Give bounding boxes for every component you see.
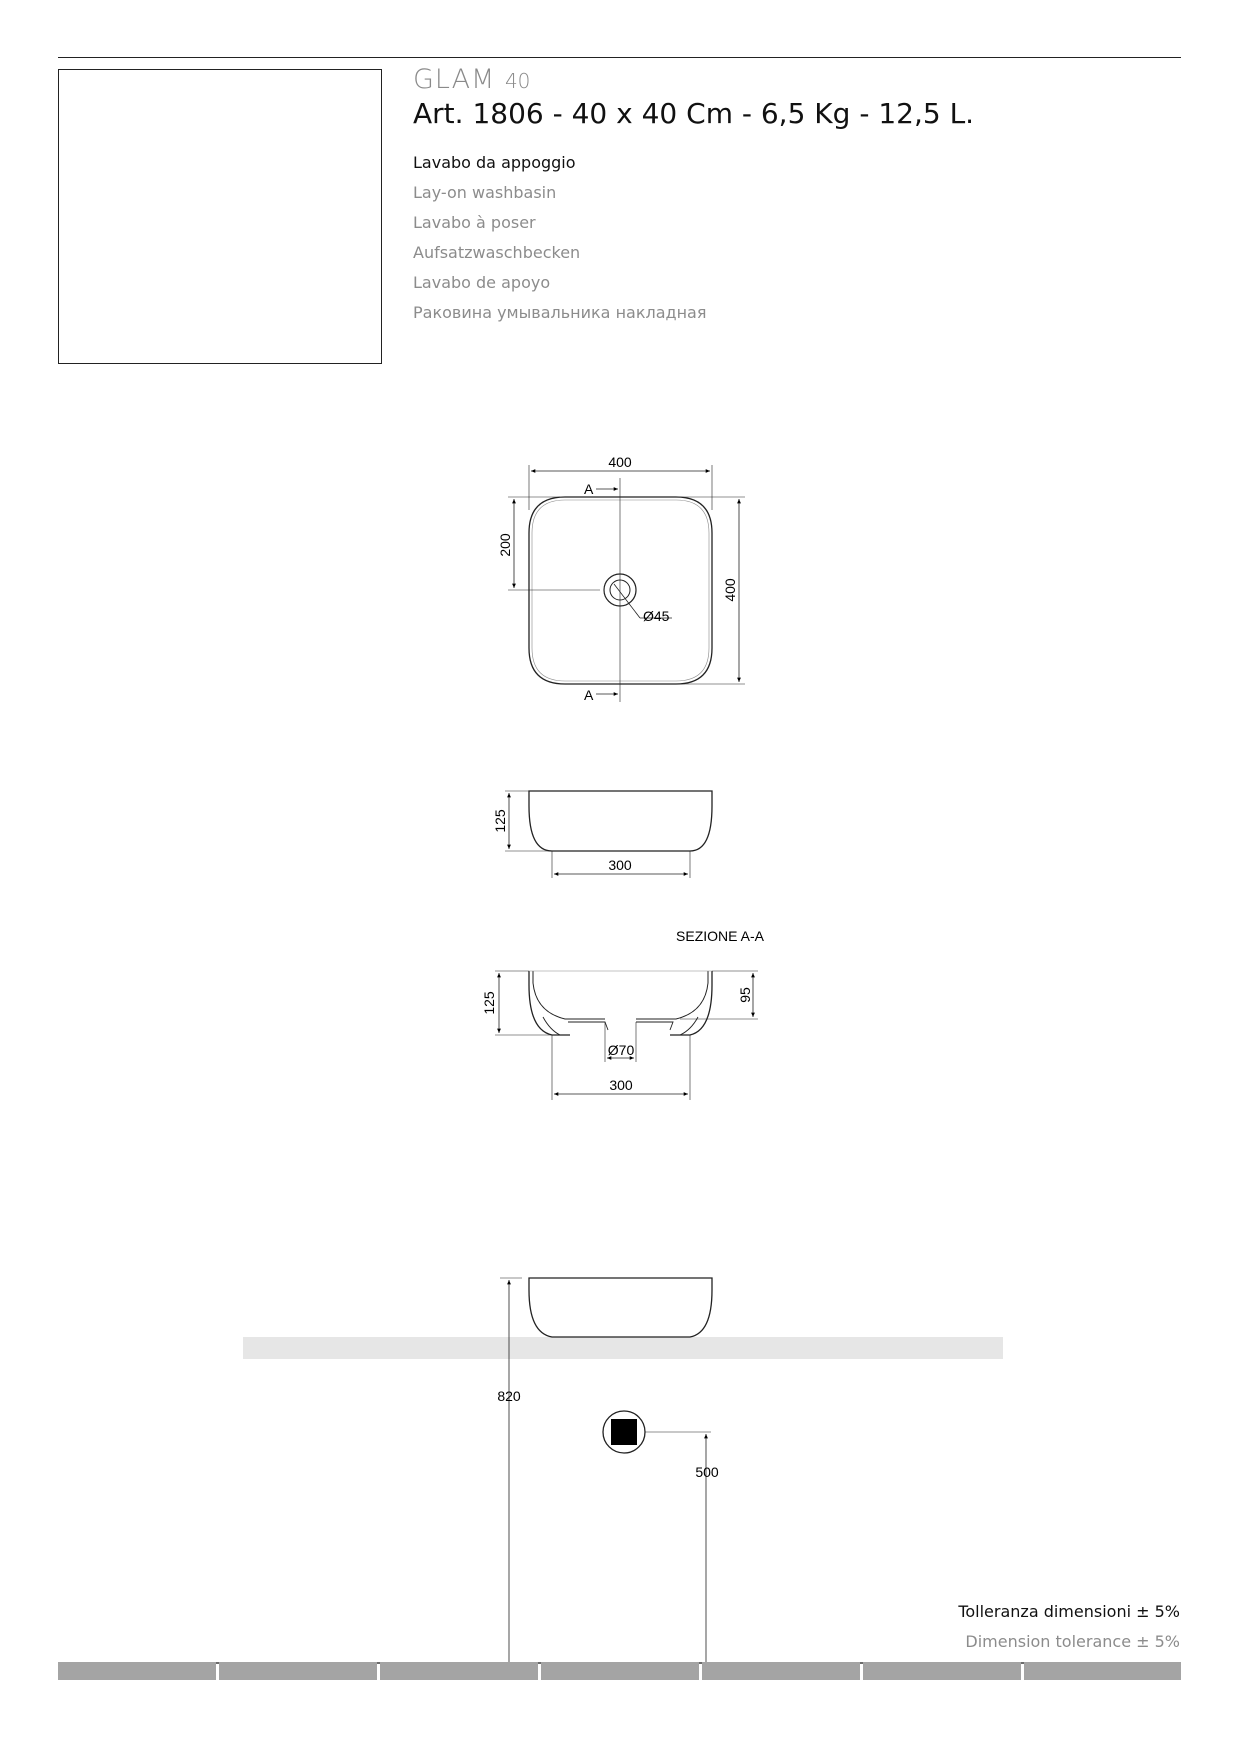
- drain-offset-dim: 200: [497, 533, 513, 557]
- waste-height-dim: 500: [695, 1464, 719, 1480]
- section-title: SEZIONE A-A: [676, 928, 764, 944]
- floor-tile: [541, 1662, 699, 1680]
- description-it: Lavabo da appoggio: [413, 153, 576, 172]
- article-line: Art. 1806 - 40 x 40 Cm - 6,5 Kg - 12,5 L.: [413, 97, 975, 130]
- basin-outline-install: [529, 1278, 712, 1337]
- floor-tile: [702, 1662, 860, 1680]
- basin-section-inner: [533, 971, 708, 1019]
- basin-section-outer: [529, 971, 712, 1035]
- drain-diameter-dim: Ø45: [643, 608, 670, 624]
- section-base-width-dim: 300: [609, 1077, 633, 1093]
- floor-tile: [380, 1662, 538, 1680]
- tolerance-en: Dimension tolerance ± 5%: [965, 1632, 1180, 1651]
- floor-tile: [58, 1662, 216, 1680]
- basin-outline-plan: [529, 497, 712, 684]
- model-size: 40: [504, 69, 531, 93]
- outlet-diameter-dim: Ø70: [607, 1042, 635, 1058]
- plan-width-dim: 400: [608, 454, 632, 470]
- description-en: Lay-on washbasin: [413, 183, 557, 202]
- description-ru: Раковина умывальника накладная: [413, 303, 707, 322]
- rim-height-dim: 820: [497, 1388, 521, 1404]
- section-height-dim: 125: [481, 991, 497, 1015]
- tolerance-it: Tolleranza dimensioni ± 5%: [958, 1602, 1180, 1621]
- plan-depth-dim: 400: [722, 578, 738, 602]
- section-marker-bottom: A: [584, 687, 594, 703]
- section-depth-dim: 95: [737, 987, 753, 1003]
- section-marker-top: A: [584, 481, 594, 497]
- installation-view: [500, 1278, 712, 1668]
- description-fr: Lavabo à poser: [413, 213, 536, 232]
- countertop: [243, 1337, 1003, 1359]
- floor-tile: [1024, 1662, 1181, 1680]
- basin-outline-side: [529, 791, 712, 851]
- model-name: GLAM: [413, 64, 496, 95]
- description-es: Lavabo de apoyo: [413, 273, 551, 292]
- plan-view: [508, 465, 745, 702]
- side-height-dim: 125: [492, 809, 508, 833]
- waste-outlet-core: [611, 1419, 637, 1445]
- description-de: Aufsatzwaschbecken: [413, 243, 581, 262]
- floor-tile: [219, 1662, 377, 1680]
- floor-tile: [863, 1662, 1021, 1680]
- tolerance-note: [780, 1597, 1180, 1657]
- side-base-width-dim: 300: [608, 857, 632, 873]
